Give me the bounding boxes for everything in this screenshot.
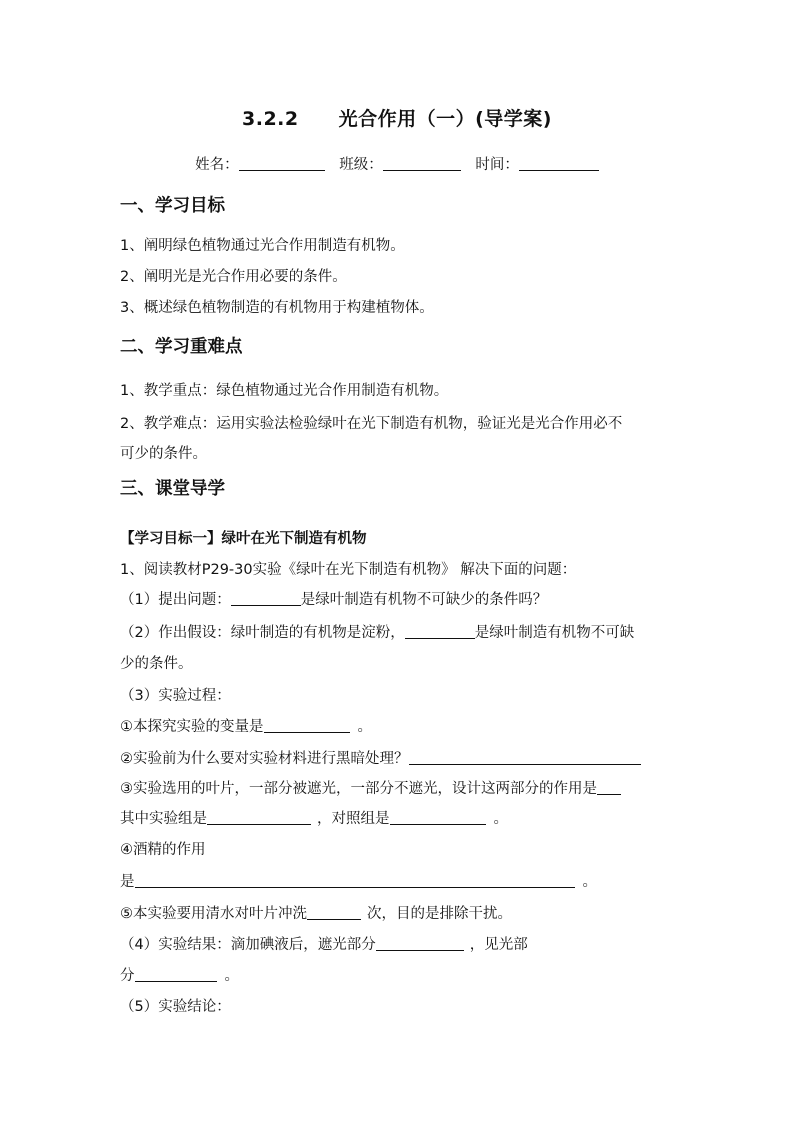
question-2-line2: 少的条件。 <box>120 656 193 672</box>
class-blank[interactable] <box>383 156 461 171</box>
step-3-suffix: 。 <box>493 811 508 827</box>
step-4-prefix: 是 <box>120 874 135 890</box>
question-4-mid: ，见光部 <box>469 937 528 953</box>
goal-one-title: 【学习目标一】绿叶在光下制造有机物 <box>120 531 367 547</box>
step-3-blank-purpose[interactable] <box>597 780 621 795</box>
section-heading-guide: 三、课堂导学 <box>120 479 225 499</box>
question-2-prefix: （2）作出假设：绿叶制造的有机物是淀粉， <box>120 625 405 641</box>
question-4-line2 <box>120 964 239 985</box>
step-2 <box>120 747 641 768</box>
student-info-row <box>0 153 794 174</box>
goal-item-2: 2、阐明光是光合作用必要的条件。 <box>120 269 347 285</box>
step-1 <box>120 715 372 736</box>
step-1-blank[interactable] <box>264 718 350 733</box>
question-2-line1 <box>120 621 634 642</box>
step-1-prefix: ①本探究实验的变量是 <box>120 719 264 735</box>
step-4-suffix: 。 <box>582 874 597 890</box>
question-1-suffix: 是绿叶制造有机物不可缺少的条件吗？ <box>300 592 548 608</box>
name-label: 姓名： <box>195 157 239 173</box>
step-5-blank[interactable] <box>307 905 361 920</box>
question-1 <box>120 588 547 609</box>
question-2-blank[interactable] <box>405 624 475 639</box>
key-point-2-line2: 可少的条件。 <box>120 446 207 462</box>
question-2-suffix: 是绿叶制造有机物不可缺 <box>474 625 635 641</box>
title-number: 3.2.2 <box>242 108 299 130</box>
step-3-blank-control-group[interactable] <box>390 810 486 825</box>
question-4-prefix: （4）实验结果：滴加碘液后，遮光部分 <box>120 937 376 953</box>
step-3-text: ③实验选用的叶片，一部分被遮光，一部分不遮光，设计这两部分的作用是 <box>120 781 597 797</box>
question-1-blank[interactable] <box>231 591 301 606</box>
page-title <box>0 104 794 131</box>
question-4-line2-prefix: 分 <box>120 968 135 984</box>
key-point-1: 1、教学重点：绿色植物通过光合作用制造有机物。 <box>120 383 449 399</box>
step-3-line1 <box>120 777 621 798</box>
question-4-blank-exposed[interactable] <box>135 967 217 982</box>
class-label: 班级： <box>339 157 383 173</box>
step-3-mid: ，对照组是 <box>317 811 390 827</box>
key-point-2-line1: 2、教学难点：运用实验法检验绿叶在光下制造有机物，验证光是光合作用必不 <box>120 416 623 432</box>
question-4-line2-suffix: 。 <box>224 968 239 984</box>
question-5: （5）实验结论： <box>120 999 231 1015</box>
question-4-line1 <box>120 933 528 954</box>
step-3-blank-experiment-group[interactable] <box>207 810 311 825</box>
question-3: （3）实验过程： <box>120 688 231 704</box>
reading-instruction: 1、阅读教材P29-30实验《绿叶在光下制造有机物》 解决下面的问题： <box>120 562 577 578</box>
step-4-line1: ④酒精的作用 <box>120 842 206 858</box>
step-2-blank[interactable] <box>409 750 641 765</box>
name-blank[interactable] <box>239 156 325 171</box>
question-1-prefix: （1）提出问题： <box>120 592 231 608</box>
goal-item-1: 1、阐明绿色植物通过光合作用制造有机物。 <box>120 238 405 254</box>
goal-item-3: 3、概述绿色植物制造的有机物用于构建植物体。 <box>120 300 434 316</box>
step-5-suffix: 次，目的是排除干扰。 <box>367 906 512 922</box>
step-2-prefix: ②实验前为什么要对实验材料进行黑暗处理？ <box>120 751 409 767</box>
section-heading-goals: 一、学习目标 <box>120 196 225 216</box>
step-5 <box>120 902 512 923</box>
time-label: 时间： <box>475 157 519 173</box>
step-4-blank[interactable] <box>135 873 575 888</box>
step-3-prefix: 其中实验组是 <box>120 811 207 827</box>
step-5-prefix: ⑤本实验要用清水对叶片冲洗 <box>120 906 307 922</box>
step-4-line2 <box>120 870 597 891</box>
step-3-line2 <box>120 807 508 828</box>
step-1-suffix: 。 <box>357 719 372 735</box>
time-blank[interactable] <box>519 156 599 171</box>
question-4-blank-shaded[interactable] <box>376 936 464 951</box>
title-text: 光合作用（一）(导学案) <box>338 108 552 130</box>
section-heading-key-points: 二、学习重难点 <box>120 337 243 357</box>
